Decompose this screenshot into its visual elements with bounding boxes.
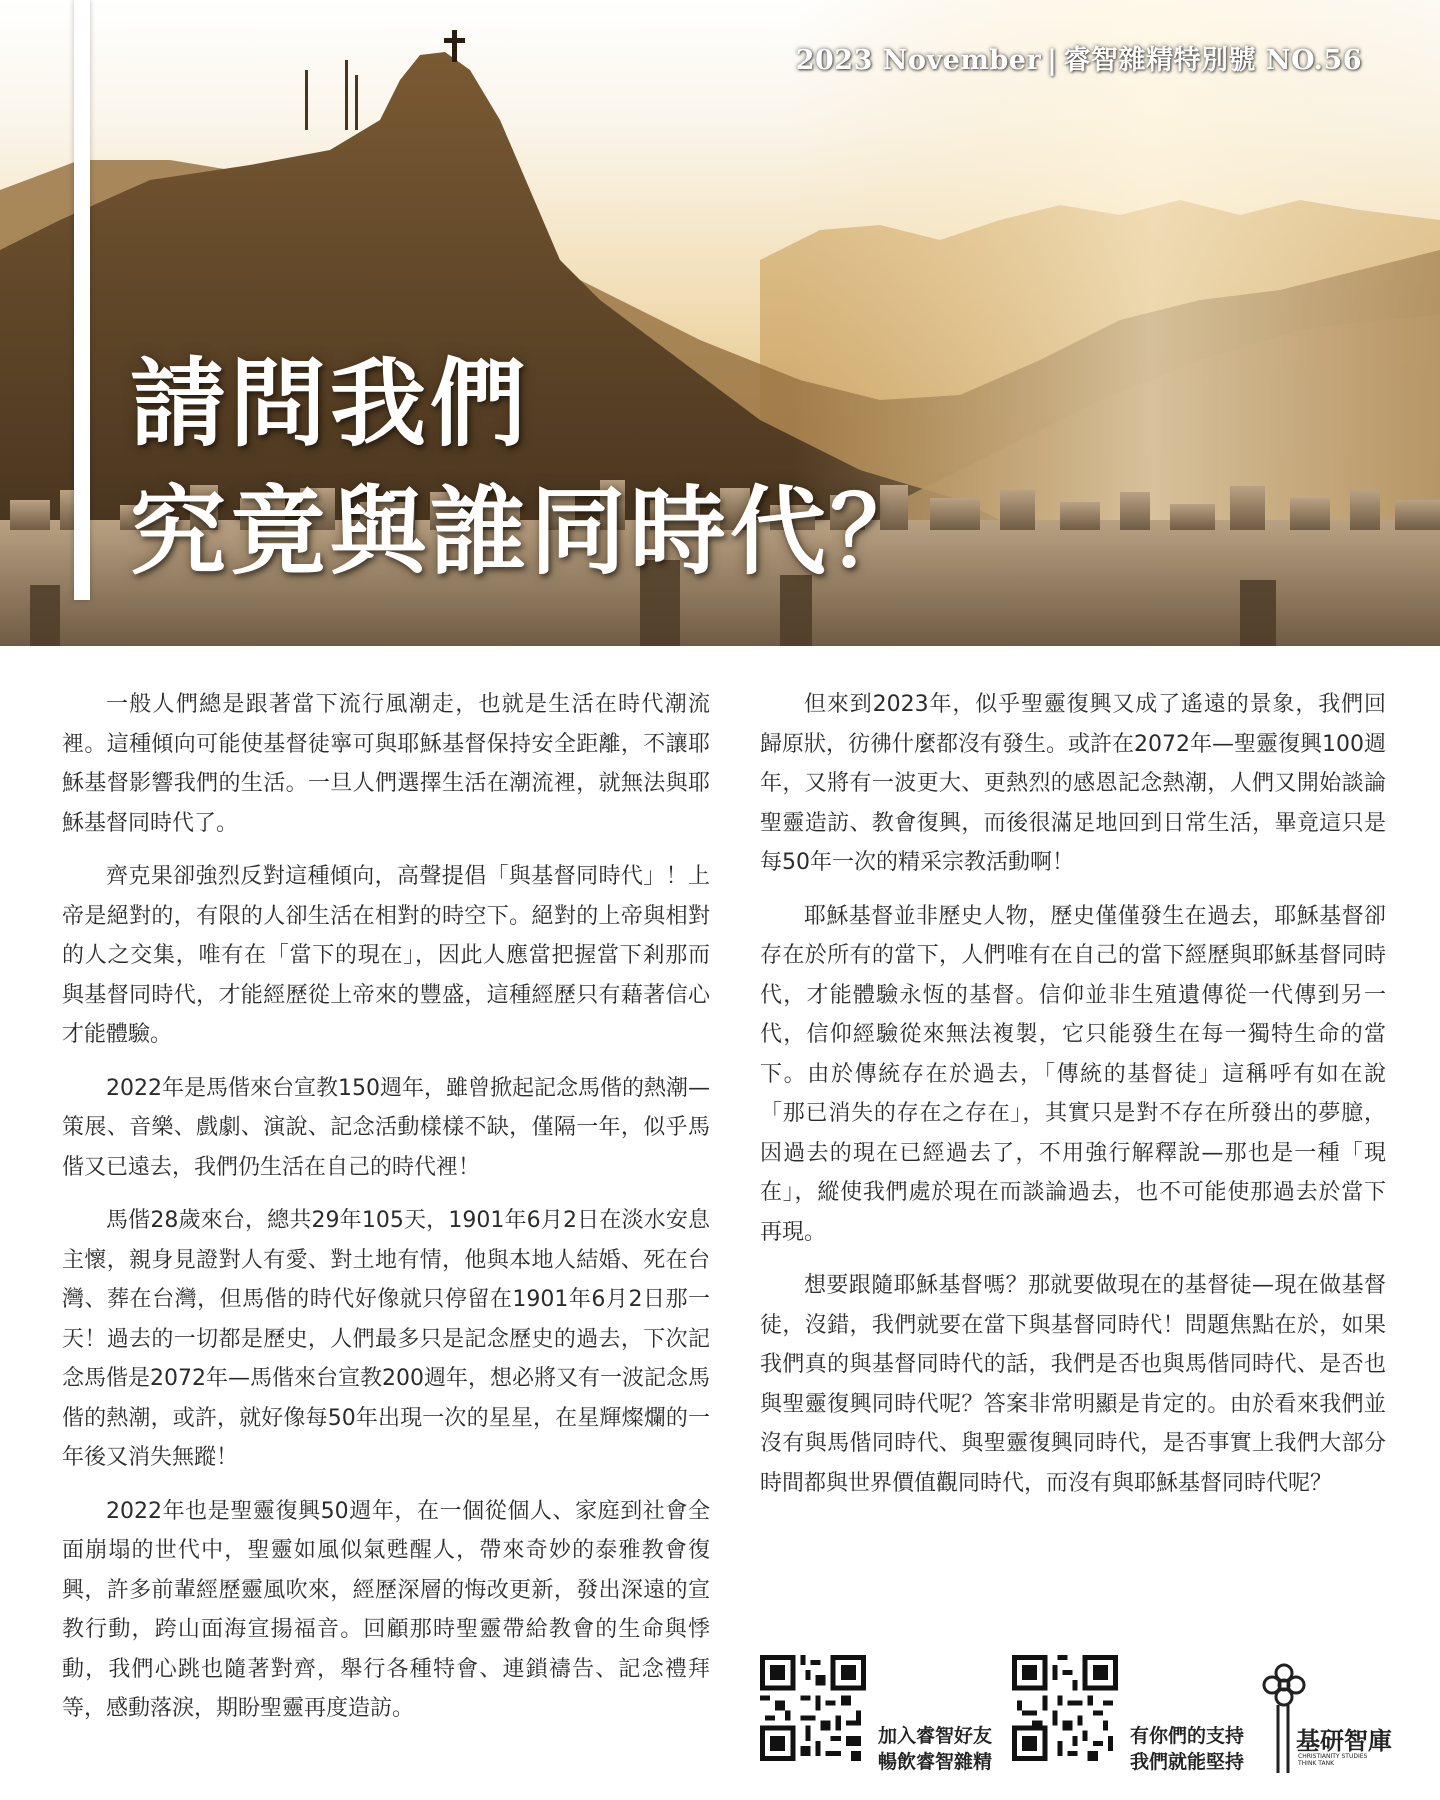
qr-caption-line: 我們就能堅持 xyxy=(1130,1751,1245,1773)
paragraph: 馬偕28歲來台，總共29年105天，1901年6月2日在淡水安息主懷，親身見證對人有愛、對土地有情，他與本地人結婚、死在台灣、葬在台灣，但馬偕的時代好像就只停留在1901年6月2日那一天！過去的一切都是歷史，人們最多只是記念歷史的過去，下次記念馬偕是2072年—馬偕來台宣教200週年，想必將又有一波記念馬偕的熱潮，或許，就好像每50年出現一次的星星，在星輝燦爛的一年後又消失無蹤！ xyxy=(62,1208,710,1470)
decorative-vertical-bar xyxy=(74,0,90,600)
footer xyxy=(0,1655,1440,1785)
qr-caption-line: 加入睿智好友 xyxy=(878,1725,993,1747)
issue-separator: | xyxy=(1047,45,1058,76)
right-column xyxy=(760,685,1386,1517)
qr-caption-line: 有你們的支持 xyxy=(1130,1725,1245,1747)
hero-banner xyxy=(0,0,1440,646)
qr-caption-line: 暢飲睿智雜精 xyxy=(878,1751,993,1773)
issue-date: 2023 November xyxy=(795,45,1042,76)
paragraph: 齊克果卻強烈反對這種傾向，高聲提倡「與基督同時代」！上帝是絕對的，有限的人卻生活在相對的時空下。絕對的上帝與相對的人之交集，唯有在「當下的現在」，因此人應當把握當下剎那而與基督同時代，才能經歷從上帝來的豐盛，這種經歷只有藉著信心才能體驗。 xyxy=(62,864,710,1047)
qr-code-icon[interactable] xyxy=(760,1655,866,1761)
page-title xyxy=(130,340,930,596)
paragraph: 耶穌基督並非歷史人物，歷史僅僅發生在過去，耶穌基督卻存在於所有的當下，人們唯有在自己的當下經歷與耶穌基督同時代，才能體驗永恆的基督。信仰並非生殖遺傳從一代傳到另一代，信仰經驗從來無法複製，它只能發生在每一獨特生命的當下。由於傳統存在於過去，「傳統的基督徒」這稱呼有如在說「那已消失的存在之存在」，其實只是對不存在所發出的夢臆，因過去的現在已經過去了，不用強行解釋說—那也是一種「現在」，縱使我們處於現在而談論過去，也不可能使那過去於當下再現。 xyxy=(760,903,1386,1245)
paragraph: 2022年是馬偕來台宣教150週年，雖曾掀起記念馬偕的熱潮—策展、音樂、戲劇、演說、記念活動樣樣不缺，僅隔一年，似乎馬偕又已遠去，我們仍生活在自己的時代裡！ xyxy=(62,1075,710,1180)
paragraph: 但來到2023年，似乎聖靈復興又成了遙遠的景象，我們回歸原狀，彷彿什麼都沒有發生。或許在2072年—聖靈復興100週年，又將有一波更大、更熱烈的感恩記念熱潮，人們又開始談論聖靈造訪、教會復興，而後很滿足地回到日常生活，畢竟這只是每50年一次的精采宗教活動啊！ xyxy=(760,692,1386,875)
logo-subtitle: CHRISTIANITY STUDIES THINK TANK xyxy=(1298,1753,1368,1767)
paragraph: 想要跟隨耶穌基督嗎？那就要做現在的基督徒—現在做基督徒，沒錯，我們就要在當下與基督同時代！問題焦點在於，如果我們真的與基督同時代的話，我們是否也與馬偕同時代、是否也與聖靈復興同時代呢？答案非常明顯是肯定的。由於看來我們並沒有與馬偕同時代、與聖靈復興同時代，是否事實上我們大部分時間都與世界價值觀同時代，而沒有與耶穌基督同時代呢？ xyxy=(760,1273,1386,1496)
title-line-1: 請問我們 xyxy=(130,347,530,460)
logo-name: 基研智庫 xyxy=(1296,1727,1392,1755)
left-column xyxy=(62,685,710,1743)
paragraph: 一般人們總是跟著當下流行風潮走，也就是生活在時代潮流裡。這種傾向可能使基督徒寧可與耶穌基督保持安全距離，不讓耶穌基督影響我們的生活。一旦人們選擇生活在潮流裡，就無法與耶穌基督同時代了。 xyxy=(62,692,710,836)
qr-caption-join xyxy=(878,1723,992,1775)
title-line-2: 究竟與誰同時代？ xyxy=(130,475,930,588)
issue-label: 睿智雜精特別號 NO.56 xyxy=(1063,45,1362,76)
qr-code-icon[interactable] xyxy=(1012,1655,1118,1761)
issue-banner xyxy=(796,38,1362,77)
paragraph: 2022年也是聖靈復興50週年，在一個從個人、家庭到社會全面崩塌的世代中，聖靈如風似氣甦醒人，帶來奇妙的泰雅教會復興，許多前輩經歷靈風吹來，經歷深層的悔改更新，發出深遠的宣教行動，跨山面海宣揚福音。回顧那時聖靈帶給教會的生命與悸動，我們心跳也隨著對齊，舉行各種特會、連鎖禱告、記念禮拜等，感動落淚，期盼聖靈再度造訪。 xyxy=(62,1498,710,1721)
qr-caption-support xyxy=(1130,1723,1244,1775)
